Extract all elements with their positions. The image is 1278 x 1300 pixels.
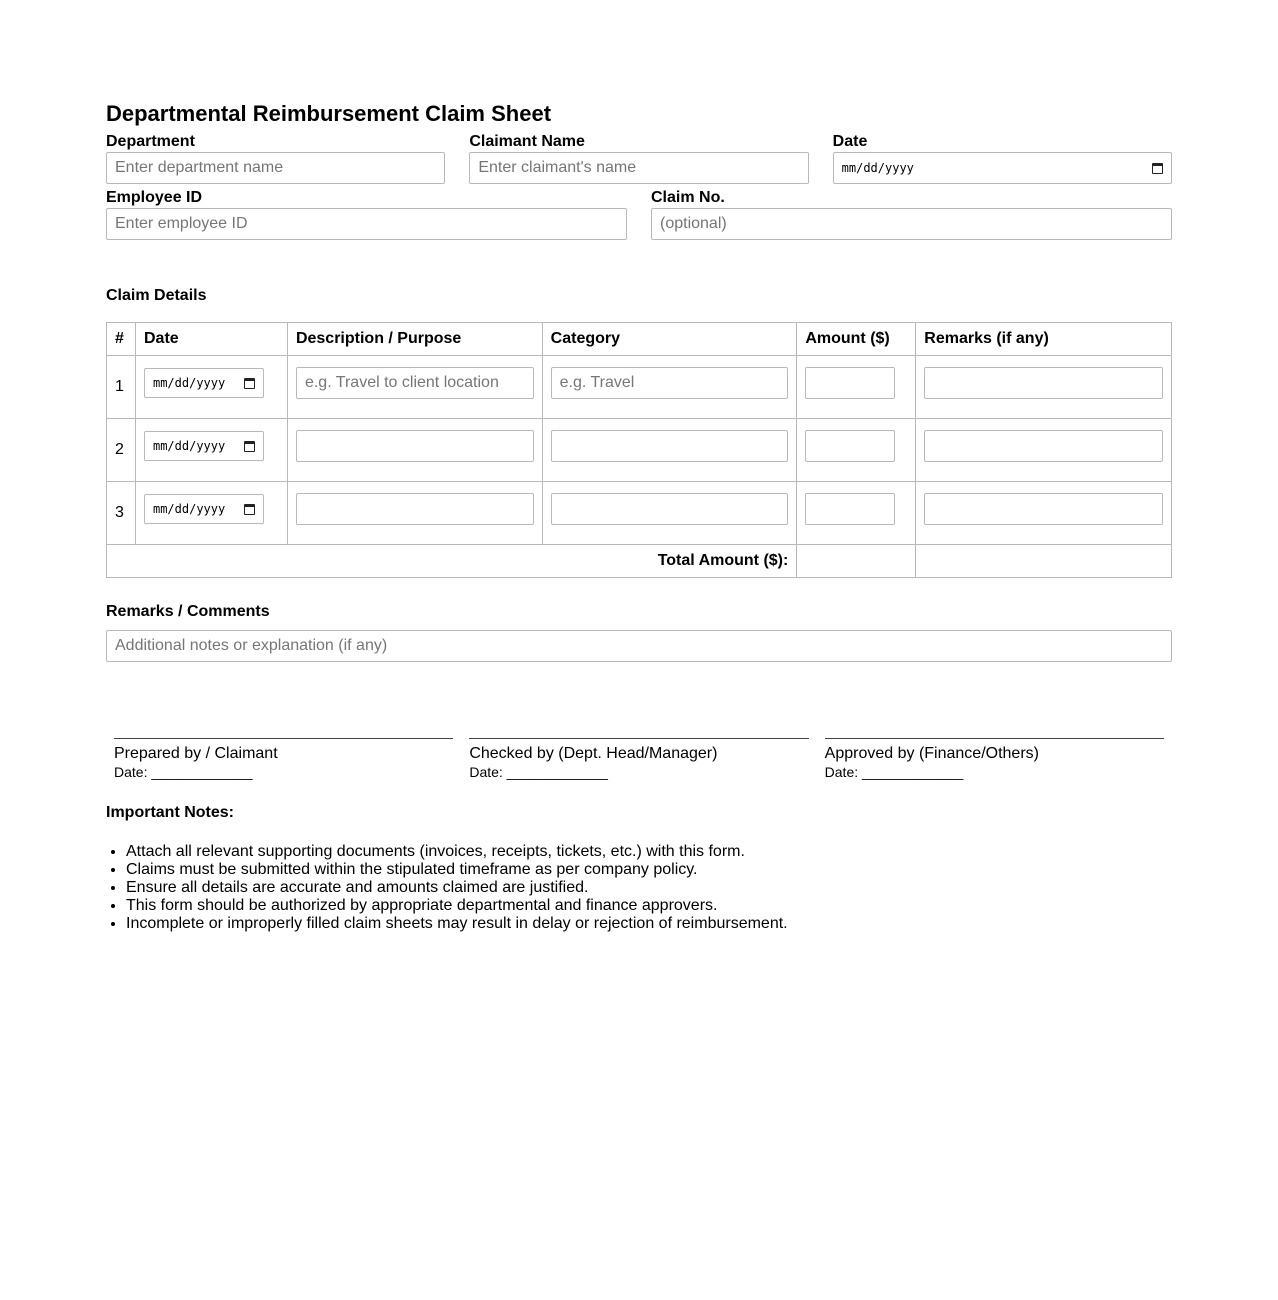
row-date-cell [135, 482, 287, 545]
list-item: • Claims must be submitted within the stipulated timeframe as per company policy. [126, 861, 1172, 879]
total-row [107, 545, 1172, 578]
row-remarks-cell [916, 356, 1172, 419]
row-date-input[interactable] [144, 368, 264, 398]
row-amount-input[interactable] [805, 430, 895, 462]
signature-title: Approved by (Finance/Others) [824, 745, 1039, 762]
signature-block-checked [469, 738, 808, 781]
row-amount-cell [797, 482, 916, 545]
calendar-icon[interactable] [244, 441, 255, 452]
row-date-value: mm/dd/yyyy [152, 502, 226, 516]
row-remarks-input[interactable] [924, 430, 1163, 462]
row-remarks-cell [916, 482, 1172, 545]
row-remarks-input[interactable] [924, 367, 1163, 399]
row-date-cell [135, 419, 287, 482]
important-notes-title: Important Notes: [106, 804, 234, 821]
column-header-category: Category [542, 323, 797, 356]
row-number: 1 [107, 356, 136, 419]
important-notes-list [106, 843, 1172, 933]
row-category-input[interactable] [551, 430, 789, 462]
department-field-group [106, 128, 445, 184]
row-category-input[interactable]: e.g. Travel [551, 367, 789, 399]
list-item: • Attach all relevant supporting documents (invoices, receipts, tickets, etc.) with this form. [126, 843, 1172, 861]
list-item: • Ensure all details are accurate and amounts claimed are justified. [126, 879, 1172, 897]
signature-date: Date: _____________ [469, 764, 608, 780]
signature-title: Checked by (Dept. Head/Manager) [469, 745, 718, 762]
row-description-cell [287, 482, 542, 545]
column-header-num: # [107, 323, 136, 356]
signature-block-prepared [114, 738, 453, 781]
signature-date: Date: _____________ [824, 764, 964, 780]
claimant-input[interactable]: Enter claimant's name [469, 152, 808, 184]
claimant-field-group [469, 128, 808, 184]
row-description-input[interactable] [296, 430, 534, 462]
column-header-description: Description / Purpose [287, 323, 542, 356]
row-number: 3 [107, 482, 136, 545]
date-field-group [833, 128, 1172, 184]
column-header-amount: Amount ($) [797, 323, 916, 356]
row-date-value: mm/dd/yyyy [152, 376, 226, 390]
row-category-cell [542, 482, 797, 545]
signature-title: Prepared by / Claimant [114, 745, 278, 762]
remarks-input[interactable]: Additional notes or explanation (if any) [106, 630, 1172, 662]
page-title: Departmental Reimbursement Claim Sheet [106, 101, 552, 126]
row-description-cell [287, 419, 542, 482]
remarks-label: Remarks / Comments [106, 603, 270, 620]
employee-id-label: Employee ID [106, 189, 203, 206]
total-label: Total Amount ($): [107, 545, 797, 578]
list-item: • Incomplete or improperly filled claim sheets may result in delay or rejection of reimbursement. [126, 915, 1172, 933]
signature-date: Date: _____________ [114, 764, 253, 780]
table-header-row [107, 323, 1172, 356]
row-amount-input[interactable] [805, 367, 895, 399]
table-row [107, 482, 1172, 545]
row-date-cell [135, 356, 287, 419]
table-row [107, 356, 1172, 419]
total-amount-value [797, 545, 916, 578]
row-category-cell [542, 356, 797, 419]
row-date-input[interactable] [144, 494, 264, 524]
row-description-cell [287, 356, 542, 419]
signature-block-approved [825, 738, 1164, 781]
claim-details-table [106, 322, 1172, 578]
total-remarks-cell [916, 545, 1172, 578]
date-label: Date [832, 133, 868, 150]
calendar-icon[interactable] [1152, 163, 1163, 174]
claim-no-field-group [651, 184, 1172, 240]
row-remarks-input[interactable] [924, 493, 1163, 525]
row-date-value: mm/dd/yyyy [152, 439, 226, 453]
column-header-remarks: Remarks (if any) [916, 323, 1172, 356]
date-input-value: mm/dd/yyyy [841, 161, 914, 175]
row-amount-cell [797, 419, 916, 482]
row-number: 2 [107, 419, 136, 482]
calendar-icon[interactable] [244, 378, 255, 389]
row-description-input[interactable] [296, 493, 534, 525]
claim-no-input[interactable]: (optional) [651, 208, 1172, 240]
row-amount-input[interactable] [805, 493, 895, 525]
claim-no-label: Claim No. [651, 189, 725, 206]
signature-section [106, 738, 1172, 781]
department-label: Department [106, 133, 195, 150]
claimant-label: Claimant Name [469, 133, 585, 150]
claim-details-title: Claim Details [106, 287, 207, 304]
list-item: • This form should be authorized by appropriate departmental and finance approvers. [126, 897, 1172, 915]
row-description-input[interactable]: e.g. Travel to client location [296, 367, 534, 399]
row-remarks-cell [916, 419, 1172, 482]
row-amount-cell [797, 356, 916, 419]
date-input[interactable] [833, 152, 1172, 184]
table-row [107, 419, 1172, 482]
header-row-2 [106, 184, 1172, 240]
department-input[interactable]: Enter department name [106, 152, 445, 184]
row-date-input[interactable] [144, 431, 264, 461]
row-category-input[interactable] [551, 493, 789, 525]
calendar-icon[interactable] [244, 504, 255, 515]
row-category-cell [542, 419, 797, 482]
employee-id-input[interactable]: Enter employee ID [106, 208, 627, 240]
column-header-date: Date [135, 323, 287, 356]
employee-id-field-group [106, 184, 627, 240]
header-row-1 [106, 128, 1172, 184]
